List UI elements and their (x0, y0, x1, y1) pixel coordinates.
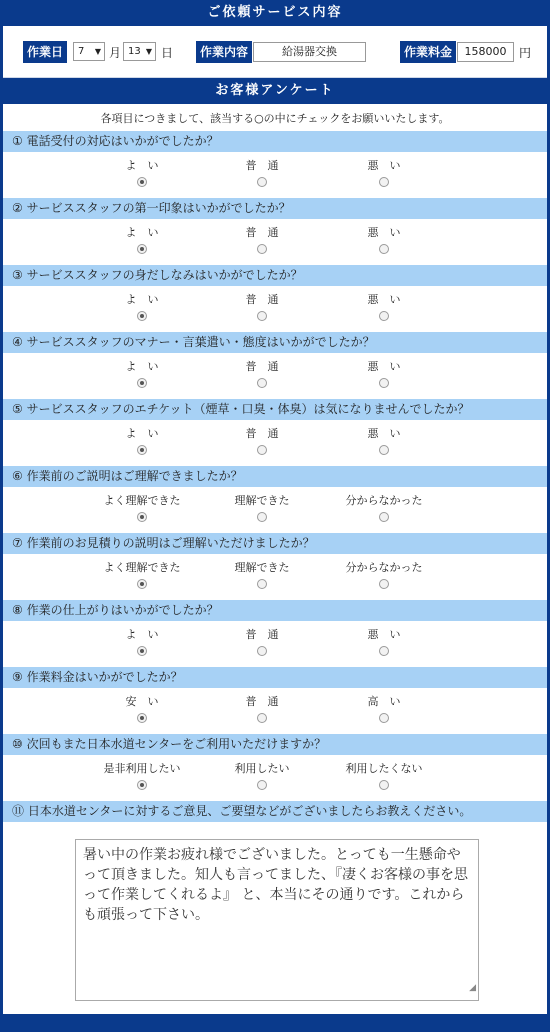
answer-option[interactable] (324, 224, 444, 254)
option-label: 普 通 (245, 360, 279, 373)
radio-button[interactable] (379, 646, 389, 656)
radio-button[interactable] (379, 311, 389, 321)
radio-button[interactable] (257, 780, 267, 790)
radio-button[interactable] (379, 244, 389, 254)
day-value: 13 (128, 46, 141, 57)
answer-option[interactable] (82, 291, 202, 321)
option-label: 普 通 (245, 695, 279, 708)
option-label: 普 通 (245, 427, 279, 440)
option-label: 悪 い (367, 226, 401, 239)
answer-option[interactable] (202, 358, 322, 388)
question-text: ① 電話受付の対応はいかがでしたか？ (3, 131, 547, 152)
answer-option[interactable] (202, 291, 322, 321)
radio-button-checked[interactable] (137, 177, 147, 187)
answer-option[interactable] (202, 693, 322, 723)
answer-option[interactable] (324, 425, 444, 455)
option-label: よ い (125, 159, 159, 172)
option-label: よ い (125, 293, 159, 306)
answer-option[interactable] (202, 559, 322, 589)
survey-intro: 各項目につきまして、該当する○の中にチェックをお願いいたします。 (100, 112, 450, 125)
answer-option[interactable] (202, 626, 322, 656)
answer-option[interactable] (82, 157, 202, 187)
answer-option[interactable] (202, 157, 322, 187)
month-value: 7 (78, 46, 85, 57)
radio-button[interactable] (257, 713, 267, 723)
survey-question (3, 466, 547, 533)
answer-option[interactable] (324, 559, 444, 589)
answer-option[interactable] (82, 693, 202, 723)
survey-question (3, 533, 547, 600)
option-label: よく理解できた (103, 494, 181, 507)
question-text: ④ サービススタッフのマナー・言葉遣い・態度はいかがでしたか？ (3, 332, 547, 353)
answer-option[interactable] (324, 291, 444, 321)
radio-button[interactable] (257, 579, 267, 589)
option-label: よく理解できた (103, 561, 181, 574)
option-label: 理解できた (234, 561, 290, 574)
month-select[interactable] (73, 42, 105, 61)
answer-option[interactable] (202, 760, 322, 790)
option-label: 是非利用したい (103, 762, 181, 775)
answer-option[interactable] (202, 425, 322, 455)
option-label: 普 通 (245, 226, 279, 239)
radio-button[interactable] (379, 512, 389, 522)
option-label: 悪 い (367, 360, 401, 373)
question-text: ⑤ サービススタッフのエチケット（煙草・口臭・体臭）は気になりませんでしたか？ (3, 399, 547, 420)
question-text: ② サービススタッフの第一印象はいかがでしたか？ (3, 198, 547, 219)
answer-option[interactable] (324, 492, 444, 522)
question-text: ⑩ 次回もまた日本水道センターをご利用いただけますか？ (3, 734, 547, 755)
answer-option[interactable] (324, 626, 444, 656)
day-unit: 日 (161, 46, 174, 60)
survey-question (3, 734, 547, 801)
survey-question (3, 265, 547, 332)
survey-question (3, 131, 547, 198)
radio-button-checked[interactable] (137, 713, 147, 723)
option-label: 悪 い (367, 427, 401, 440)
answer-option[interactable] (324, 358, 444, 388)
answer-option[interactable] (82, 760, 202, 790)
option-label: 悪 い (367, 628, 401, 641)
option-label: 普 通 (245, 159, 279, 172)
answer-option[interactable] (82, 224, 202, 254)
answer-option[interactable] (82, 492, 202, 522)
work-date-label: 作業日 (23, 41, 67, 63)
answer-option[interactable] (324, 760, 444, 790)
service-info-row (3, 26, 547, 78)
resize-grip-icon[interactable]: ◢ (469, 983, 476, 993)
question-list (3, 131, 547, 801)
option-label: 普 通 (245, 628, 279, 641)
radio-button-checked[interactable] (137, 646, 147, 656)
option-label: 普 通 (245, 293, 279, 306)
fee-unit: 円 (519, 46, 532, 60)
question-text: ⑥ 作業前のご説明はご理解できましたか？ (3, 466, 547, 487)
radio-button-checked[interactable] (137, 244, 147, 254)
radio-button[interactable] (379, 780, 389, 790)
option-label: よ い (125, 360, 159, 373)
option-label: 利用したい (234, 762, 290, 775)
option-label: 利用したくない (345, 762, 423, 775)
dropdown-arrow-icon: ▼ (94, 47, 101, 56)
radio-button[interactable] (257, 177, 267, 187)
option-label: よ い (125, 427, 159, 440)
answer-option[interactable] (324, 693, 444, 723)
answer-option[interactable] (202, 492, 322, 522)
work-content-label: 作業内容 (196, 41, 252, 63)
option-label: 高 い (367, 695, 401, 708)
radio-button[interactable] (257, 646, 267, 656)
question-text: ⑧ 作業の仕上がりはいかがでしたか？ (3, 600, 547, 621)
radio-button-checked[interactable] (137, 512, 147, 522)
comment-text: 暑い中の作業お疲れ様でございました。とっても一生懸命やって頂きました。知人も言ってました、『凄くお客様の事を思って作業してくれるよ』 と、本当にその通りです。これからも頑張って下さい。 (83, 847, 468, 923)
radio-button[interactable] (257, 445, 267, 455)
radio-button-checked[interactable] (137, 579, 147, 589)
radio-button-checked[interactable] (137, 445, 147, 455)
footer-bar (3, 1014, 547, 1032)
option-label: 悪 い (367, 159, 401, 172)
radio-button[interactable] (257, 311, 267, 321)
work-content-field[interactable]: 給湯器交換 (253, 42, 366, 62)
answer-option[interactable] (324, 157, 444, 187)
answer-option[interactable] (202, 224, 322, 254)
option-label: 悪 い (367, 293, 401, 306)
radio-button[interactable] (257, 378, 267, 388)
comment-question: ⑪ 日本水道センターに対するご意見、ご要望などがございましたらお教えください。 (3, 801, 547, 822)
radio-button[interactable] (257, 244, 267, 254)
survey-question (3, 332, 547, 399)
option-label: よ い (125, 628, 159, 641)
radio-button[interactable] (379, 713, 389, 723)
option-label: 分からなかった (345, 494, 423, 507)
question-text: ⑦ 作業前のお見積りの説明はご理解いただけましたか？ (3, 533, 547, 554)
survey-question (3, 198, 547, 265)
dropdown-arrow-icon: ▼ (145, 47, 152, 56)
answer-option[interactable] (82, 358, 202, 388)
option-label: よ い (125, 226, 159, 239)
radio-button-checked[interactable] (137, 780, 147, 790)
survey-question (3, 399, 547, 466)
radio-button-checked[interactable] (137, 311, 147, 321)
work-fee-label: 作業料金 (400, 41, 456, 63)
day-select[interactable] (123, 42, 156, 61)
survey-question (3, 667, 547, 734)
radio-button[interactable] (379, 177, 389, 187)
option-label: 理解できた (234, 494, 290, 507)
radio-button-checked[interactable] (137, 378, 147, 388)
radio-button[interactable] (257, 512, 267, 522)
question-text: ⑨ 作業料金はいかがでしたか？ (3, 667, 547, 688)
answer-option[interactable] (82, 626, 202, 656)
option-label: 分からなかった (345, 561, 423, 574)
question-text: ③ サービススタッフの身だしなみはいかがでしたか？ (3, 265, 547, 286)
work-fee-field[interactable]: 158000 (457, 42, 514, 62)
option-label: 安 い (125, 695, 159, 708)
radio-button[interactable] (379, 445, 389, 455)
month-unit: 月 (109, 46, 122, 60)
radio-button[interactable] (379, 579, 389, 589)
radio-button[interactable] (379, 378, 389, 388)
survey-question (3, 600, 547, 667)
service-section-header: ご依頼サービス内容 (3, 0, 547, 26)
survey-header: お客様アンケート (3, 78, 547, 104)
answer-option[interactable] (82, 559, 202, 589)
answer-option[interactable] (82, 425, 202, 455)
comment-textarea[interactable] (75, 839, 479, 1001)
